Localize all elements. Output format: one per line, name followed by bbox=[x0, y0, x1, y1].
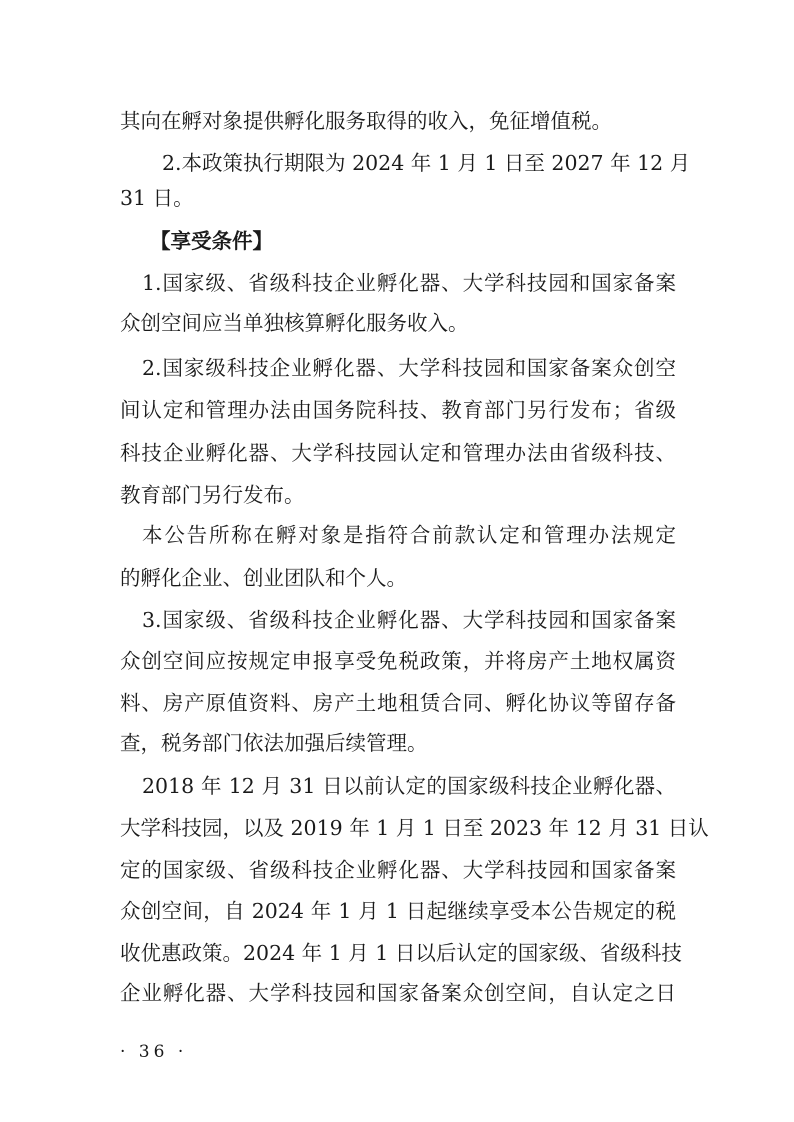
paragraph-line: 2018 年 12 月 31 日以前认定的国家级科技企业孵化器、 bbox=[142, 774, 676, 798]
paragraph-line: 教育部门另行发布。 bbox=[120, 483, 305, 507]
paragraph-line: 的孵化企业、创业团队和个人。 bbox=[120, 566, 407, 590]
paragraph-line: 众创空间应当单独核算孵化服务收入。 bbox=[120, 311, 469, 335]
paragraph-line: 收优惠政策。2024 年 1 月 1 日以后认定的国家级、省级科技 bbox=[120, 941, 682, 965]
paragraph-line: 料、房产原值资料、房产土地租赁合同、孵化协议等留存备 bbox=[120, 691, 676, 715]
paragraph-line: 本公告所称在孵对象是指符合前款认定和管理办法规定 bbox=[142, 523, 676, 547]
paragraph-line: 2.本政策执行期限为 2024 年 1 月 1 日至 2027 年 12 月 bbox=[162, 151, 691, 175]
paragraph-line: 企业孵化器、大学科技园和国家备案众创空间，自认定之日 bbox=[120, 981, 676, 1005]
paragraph-line: 大学科技园，以及 2019 年 1 月 1 日至 2023 年 12 月 31 日认 bbox=[120, 816, 709, 840]
paragraph-line: 31 日。 bbox=[120, 186, 194, 210]
paragraph-line: 众创空间，自 2024 年 1 月 1 日起继续享受本公告规定的税 bbox=[120, 899, 676, 923]
paragraph-line: 众创空间应按规定申报享受免税政策，并将房产土地权属资 bbox=[120, 649, 676, 673]
paragraph-line: 间认定和管理办法由国务院科技、教育部门另行发布；省级 bbox=[120, 398, 676, 422]
paragraph-line: 1.国家级、省级科技企业孵化器、大学科技园和国家备案 bbox=[142, 271, 676, 295]
section-heading: 【享受条件】 bbox=[150, 229, 273, 253]
paragraph-line: 定的国家级、省级科技企业孵化器、大学科技园和国家备案 bbox=[120, 858, 676, 882]
page-number: · 36 · bbox=[120, 1042, 188, 1062]
paragraph-line: 查，税务部门依法加强后续管理。 bbox=[120, 731, 428, 755]
paragraph-line: 2.国家级科技企业孵化器、大学科技园和国家备案众创空 bbox=[142, 356, 676, 380]
paragraph-line: 科技企业孵化器、大学科技园认定和管理办法由省级科技、 bbox=[120, 441, 676, 465]
paragraph-line: 3.国家级、省级科技企业孵化器、大学科技园和国家备案 bbox=[142, 608, 676, 632]
paragraph-line: 其向在孵对象提供孵化服务取得的收入，免征增值税。 bbox=[120, 109, 612, 133]
